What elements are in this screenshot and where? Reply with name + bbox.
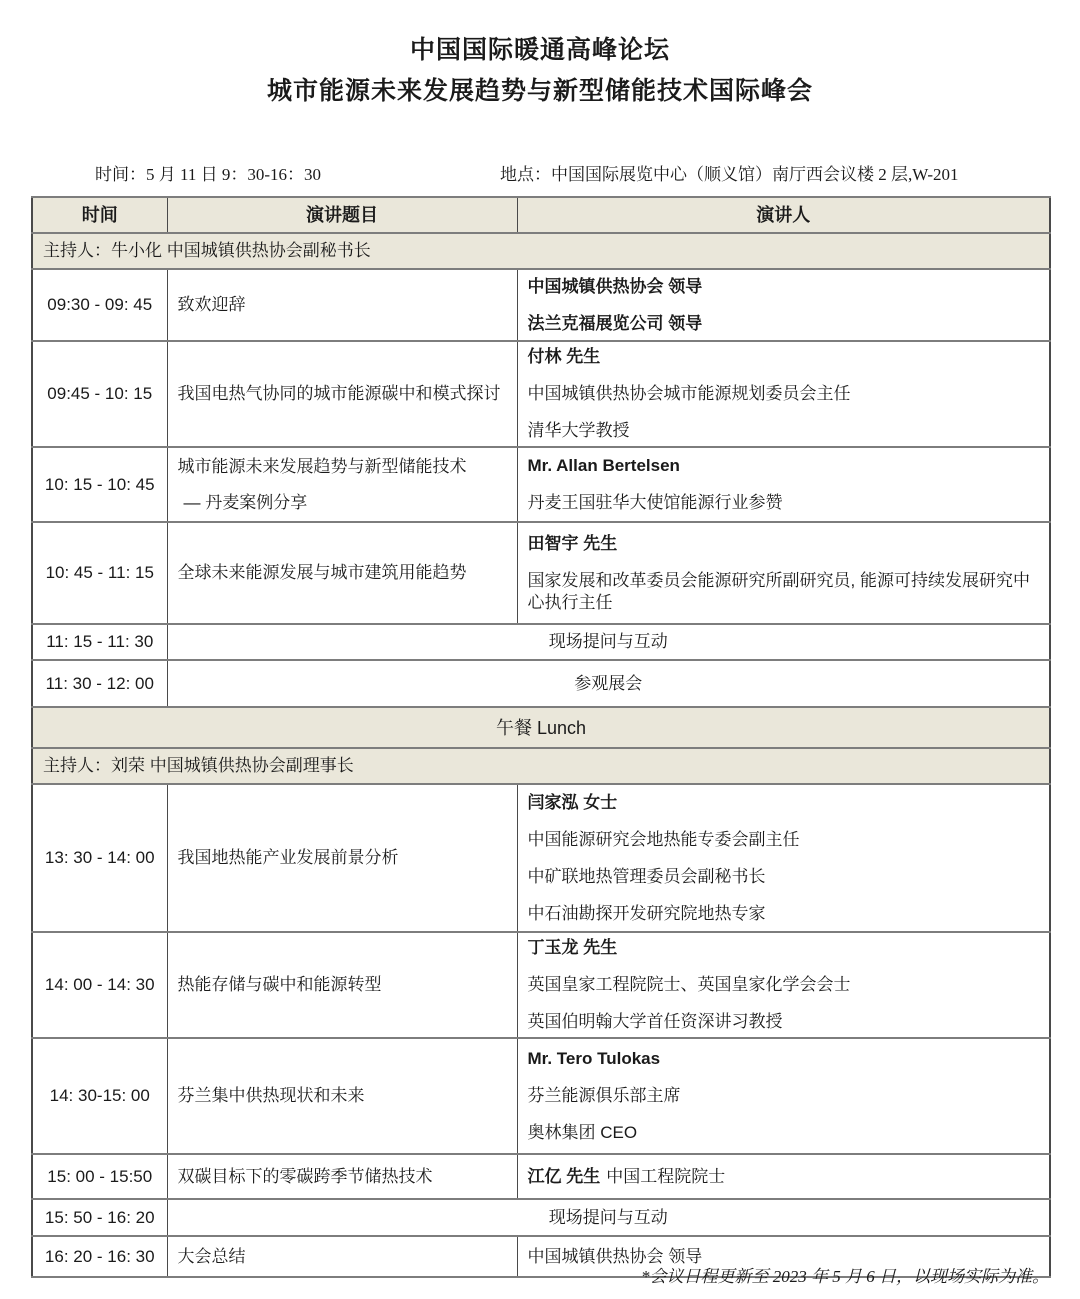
title-block [0,0,1080,112]
topic-line: 热能存储与碳中和能源转型 [177,975,382,994]
moderator-cell: 主持人：刘荣 中国城镇供热协会副理事长 [32,748,1050,784]
time-cell: 14: 00 - 14: 30 [32,932,167,1038]
agenda-table-header [32,197,1050,233]
time-cell: 10: 15 - 10: 45 [32,447,167,522]
topic-line: 全球未来能源发展与城市建筑用能趋势 [177,563,467,582]
speaker-line [528,346,1040,368]
header-speaker: 演讲人 [517,197,1050,233]
topic-cell [167,784,517,932]
speaker-title: 中国城镇供热协会 领导 [527,1246,703,1266]
agenda-row-session [32,341,1050,447]
speaker-line [528,455,1040,477]
merged-activity-cell: 现场提问与互动 [167,624,1050,660]
time-cell: 11: 30 - 12: 00 [32,660,167,707]
speaker-cell [517,447,1050,522]
speaker-name: 丁玉龙 先生 [527,938,618,957]
topic-cell [167,1154,517,1199]
speaker-title: 英国伯明翰大学首任资深讲习教授 [527,1012,783,1031]
topic-line: 芬兰集中供热现状和未来 [177,1086,365,1105]
speaker-name: Mr. Allan Bertelsen [527,456,680,475]
speaker-name: 闫家泓 女士 [527,792,618,812]
event-info-line [0,160,1080,184]
speaker-cell [517,1038,1050,1154]
speaker-line [528,792,1040,814]
speaker-name: 江亿 先生 [527,1166,601,1186]
speaker-name: 中国城镇供热协会 领导 [527,276,703,296]
header-topic: 演讲题目 [167,197,517,233]
topic-line: 我国地热能产业发展前景分析 [177,848,399,867]
speaker-title: 丹麦王国驻华大使馆能源行业参赞 [527,493,783,512]
merged-activity-cell: 参观展会 [167,660,1050,707]
topic-cell [167,522,517,624]
page-title-line2: 城市能源未来发展趋势与新型储能技术国际峰会 [266,77,813,105]
agenda-row-session [32,1038,1050,1154]
agenda-row-session [32,932,1050,1038]
time-cell: 16: 20 - 16: 30 [32,1236,167,1277]
agenda-row-session [32,269,1050,341]
agenda-row-session [32,522,1050,624]
topic-cell [167,932,517,1038]
speaker-name: 法兰克福展览公司 领导 [527,313,703,333]
topic-cell [167,1038,517,1154]
event-location: 地点：中国国际展览中心（顺义馆）南厅西会议楼 2 层,W-201 [500,165,959,184]
agenda-table-body [32,233,1050,1277]
speaker-title: 芬兰能源俱乐部主席 [527,1086,681,1105]
speaker-cell [517,341,1050,447]
speaker-title: 英国皇家工程院院士、英国皇家化学会会士 [527,975,851,994]
agenda-row-session [32,784,1050,932]
speaker-cell [517,932,1050,1038]
speaker-title: 中石油勘探开发研究院地热专家 [527,903,766,923]
speaker-line [528,974,1040,996]
agenda-row-moderator [32,233,1050,269]
header-time: 时间 [32,197,167,233]
topic-line: 双碳目标下的零碳跨季节储热技术 [177,1166,433,1186]
speaker-line [528,866,1040,888]
agenda-row-merged [32,624,1050,660]
speaker-cell [517,784,1050,932]
speaker-line [528,313,1040,335]
time-cell: 10: 45 - 11: 15 [32,522,167,624]
speaker-line [528,903,1040,925]
speaker-line [528,383,1040,405]
speaker-cell [517,522,1050,624]
speaker-title: 国家发展和改革委员会能源研究所副研究员, 能源可持续发展研究中心执行主任 [527,570,1030,612]
agenda-row-session [32,447,1050,522]
speaker-line [528,492,1040,514]
agenda-row-merged [32,660,1050,707]
time-cell: 09:30 - 09: 45 [32,269,167,341]
speaker-line [528,937,1040,959]
speaker-line [528,1011,1040,1033]
topic-line: 致欢迎辞 [177,295,246,314]
speaker-title: 中国能源研究会地热能专委会副主任 [527,829,800,849]
speaker-line [528,1122,1040,1144]
agenda-footnote: *会议日程更新至 2023 年 5 月 6 日，以现场实际为准。 [641,1267,1049,1286]
lunch-banner-cell: 午餐 Lunch [32,707,1050,748]
page-title-line1: 中国国际暖通高峰论坛 [409,36,670,64]
merged-activity-cell: 现场提问与互动 [167,1199,1050,1236]
speaker-line [528,1166,1040,1188]
topic-cell [167,341,517,447]
speaker-name: 付林 先生 [527,347,601,366]
time-cell: 15: 00 - 15:50 [32,1154,167,1199]
moderator-cell: 主持人：牛小化 中国城镇供热协会副秘书长 [32,233,1050,269]
speaker-line [528,1048,1040,1070]
event-time: 时间：5 月 11 日 9：30-16：30 [95,165,322,184]
agenda-row-session [32,1154,1050,1199]
topic-cell [167,447,517,522]
speaker-title: 清华大学教授 [527,421,630,440]
topic-line: 城市能源未来发展趋势与新型储能技术 [177,456,467,476]
topic-line: 大会总结 [177,1246,246,1266]
time-cell: 14: 30-15: 00 [32,1038,167,1154]
speaker-title: 中国工程院院士 [606,1166,726,1186]
time-cell: 11: 15 - 11: 30 [32,624,167,660]
speaker-line [528,420,1040,442]
agenda-row-merged [32,1199,1050,1236]
speaker-name: 田智宇 先生 [527,533,618,553]
time-cell: 13: 30 - 14: 00 [32,784,167,932]
speaker-line [528,829,1040,851]
speaker-name: Mr. Tero Tulokas [527,1049,661,1068]
topic-line: — 丹麦案例分享 [183,492,308,512]
topic-cell [167,269,517,341]
speaker-title: 中矿联地热管理委员会副秘书长 [527,866,766,886]
agenda-table [31,196,1051,1278]
speaker-title: 中国城镇供热协会城市能源规划委员会主任 [527,384,851,403]
speaker-line [528,1085,1040,1107]
speaker-cell [517,269,1050,341]
agenda-row-moderator [32,748,1050,784]
header-row [32,197,1050,233]
time-cell: 09:45 - 10: 15 [32,341,167,447]
speaker-cell [517,1154,1050,1199]
topic-line: 我国电热气协同的城市能源碳中和模式探讨 [177,384,501,403]
speaker-line [528,570,1040,614]
agenda-row-banner [32,707,1050,748]
speaker-title: 奥林集团 CEO [527,1123,638,1142]
time-cell: 15: 50 - 16: 20 [32,1199,167,1236]
speaker-line [528,276,1040,298]
speaker-line [528,533,1040,555]
